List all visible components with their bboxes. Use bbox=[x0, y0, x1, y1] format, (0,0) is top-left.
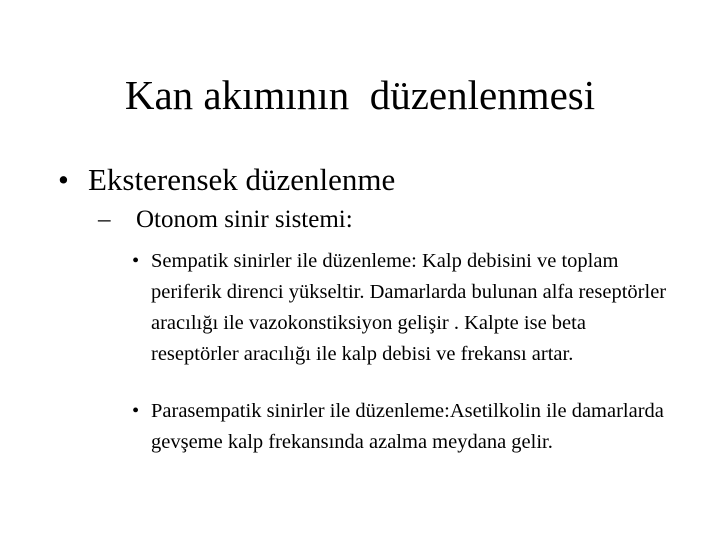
bullet-marker: • bbox=[132, 250, 140, 272]
bullet-sympathetic bbox=[132, 246, 672, 370]
bullet-parasympathetic bbox=[132, 396, 672, 458]
bullet-text: Eksterensek düzenlenme bbox=[88, 162, 396, 197]
bullet-level1 bbox=[58, 160, 678, 200]
bullet-text: Sempatik sinirler ile düzenleme: Kalp debisini ve toplam periferik direnci yükseltir. Damarlarda bulunan alfa reseptörler aracılığı ile vazokonstiksiyon gelişir . Kalpte ise beta reseptörler aracılığı ile kalp debisi ve frekansı artar. bbox=[151, 250, 667, 365]
bullet-text: Otonom sinir sistemi: bbox=[136, 206, 353, 233]
dash-marker: – bbox=[98, 206, 111, 233]
bullet-text: Parasempatik sinirler ile düzenleme:Asetilkolin ile damarlarda gevşeme kalp frekansında azalma meydana gelir. bbox=[151, 400, 664, 453]
slide-title: Kan akımının düzenlenmesi bbox=[124, 72, 596, 118]
bullet-level2 bbox=[98, 203, 678, 237]
bullet-marker: • bbox=[132, 400, 140, 422]
bullet-marker: • bbox=[58, 162, 69, 197]
